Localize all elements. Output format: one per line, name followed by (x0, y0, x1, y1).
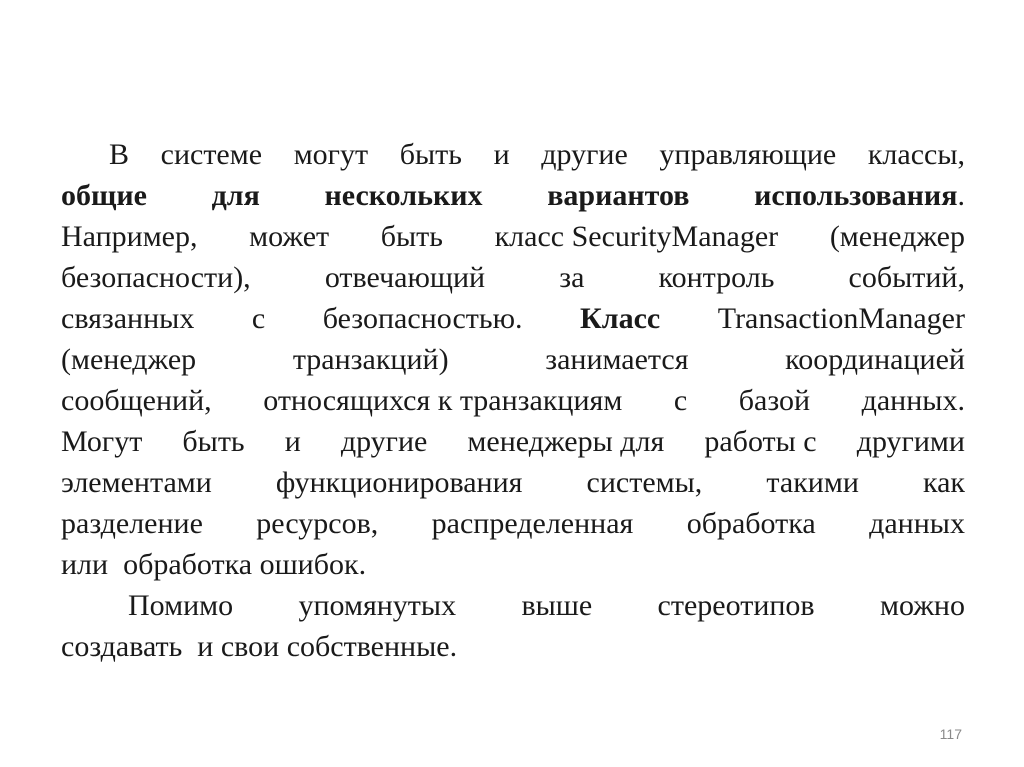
word: такими (766, 466, 859, 499)
word: классы, (867, 138, 965, 171)
text-line (61, 343, 965, 384)
word: другими (856, 425, 965, 458)
word: быть (380, 220, 443, 253)
word: координацией (785, 343, 965, 376)
word: безопасностью. (322, 302, 523, 335)
word: системе (160, 138, 263, 171)
bold-word: общие (61, 179, 147, 212)
word: управляющие (659, 138, 837, 171)
word-group: создавать и свои собственные. (61, 630, 458, 663)
word: функционирования (275, 466, 523, 499)
text-line (61, 384, 965, 425)
word: как (922, 466, 965, 499)
word: системы, (586, 466, 703, 499)
word: менеджеры для (467, 425, 665, 458)
word: данных. (861, 384, 965, 417)
word: может (249, 220, 330, 253)
word: относящихся к транзакциям (263, 384, 623, 417)
word: и (284, 425, 301, 458)
word: с (673, 384, 688, 417)
word: упомянутых (298, 589, 457, 622)
text-line (61, 425, 965, 466)
word: элементами (61, 466, 212, 499)
text-line (61, 138, 965, 179)
word: контроль (658, 261, 775, 294)
word: и (493, 138, 510, 171)
word: Например, (61, 220, 198, 253)
word: другие (541, 138, 628, 171)
text-line (61, 179, 965, 220)
word: безопасности), (61, 261, 251, 294)
word: сообщений, (61, 384, 212, 417)
word: с (251, 302, 266, 335)
word: класс SecurityManager (494, 220, 779, 253)
word-group (754, 179, 965, 213)
word: могут (293, 138, 369, 171)
word: отвечающий (324, 261, 486, 294)
word: работы с (704, 425, 817, 458)
text-line (61, 220, 965, 261)
text-line (61, 589, 965, 630)
word: транзакций) (292, 343, 449, 376)
bold-word: Класс (580, 302, 661, 335)
word: базой (738, 384, 811, 417)
text-line (61, 466, 965, 507)
word: быть (399, 138, 462, 171)
word: стереотипов (657, 589, 815, 622)
bold-word: нескольких (324, 179, 483, 212)
word: другие (340, 425, 428, 458)
text-line (61, 302, 965, 343)
word: связанных (61, 302, 195, 335)
word: можно (879, 589, 965, 622)
word: выше (521, 589, 593, 622)
word: обработка (686, 507, 816, 540)
bold-word: вариантов (547, 179, 690, 212)
word: занимается (545, 343, 689, 376)
word: В (109, 138, 130, 171)
word: данных (869, 507, 965, 540)
word: (менеджер (61, 343, 197, 376)
word-group: или обработка ошибок. (61, 548, 367, 581)
bold-word: использования (754, 179, 958, 212)
text-line (61, 630, 965, 671)
word: TransactionManager (717, 302, 965, 335)
text-line (61, 507, 965, 548)
word: событий, (848, 261, 965, 294)
page-number: 117 (939, 726, 962, 742)
word: Помимо (128, 589, 234, 622)
word: разделение (61, 507, 203, 540)
word: ресурсов, (256, 507, 379, 540)
bold-word: для (211, 179, 260, 212)
word: быть (182, 425, 245, 458)
text-line (61, 261, 965, 302)
word: за (559, 261, 585, 294)
word: распределенная (431, 507, 634, 540)
text-line (61, 548, 965, 589)
word: (менеджер (829, 220, 965, 253)
word: Могут (61, 425, 143, 458)
punctuation: . (957, 179, 965, 212)
slide-body-text (61, 138, 965, 671)
